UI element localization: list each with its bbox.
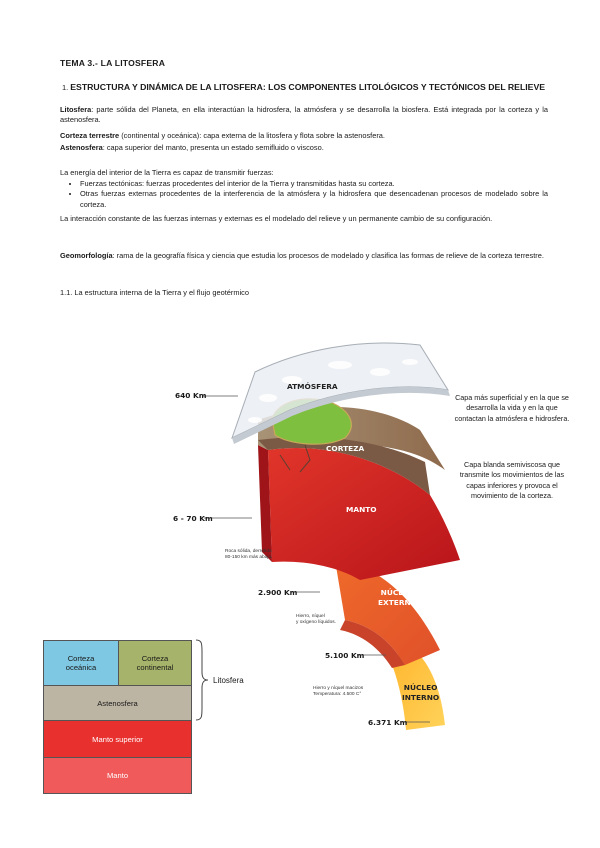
legend-corteza-continental: Corteza continental	[118, 640, 192, 686]
depth-640: 640 Km	[175, 391, 207, 400]
note-hierro-solido: Hierro y níquel macizos Temperatura: 4.500 C°	[313, 686, 364, 698]
term-geomorfologia: Geomorfología	[60, 251, 113, 260]
note-hierro-liquido: Hierro, níquel y oxígeno líquidos.	[296, 614, 337, 626]
litosfera-brace-icon	[194, 638, 212, 722]
label-nucleo-interno: NÚCLEO INTERNO	[402, 683, 440, 702]
depth-6-70: 6 - 70 Km	[173, 514, 213, 523]
legend-corteza-oceanica: Corteza oceánica	[43, 640, 119, 686]
document-title: TEMA 3.- LA LITOSFERA	[60, 58, 166, 68]
list-item: • Otras fuerzas externas procedentes de la interferencia de la atmósfera y la hidrosfera que desencadenan procesos de modelado sobre la corteza.	[80, 189, 548, 210]
depth-6371: 6.371 Km	[368, 718, 408, 727]
definition-astenosfera-text: : capa superior del manto, presenta un estado semifluido o viscoso.	[102, 143, 324, 152]
energy-intro: La energía del interior de la Tierra es capaz de transmitir fuerzas:	[60, 168, 274, 177]
term-corteza: Corteza terrestre	[60, 131, 120, 140]
mantle-shape	[268, 448, 460, 580]
term-litosfera: Litosfera	[60, 105, 92, 114]
legend-litosfera-label: Litosfera	[213, 676, 244, 685]
depth-2900: 2.900 Km	[258, 588, 298, 597]
definition-litosfera-text: : parte sólida del Planeta, en ella interactúan la hidrosfera, la atmósfera y se desarrolla la biosfera. Está integrada por la corteza y la astenosfera.	[60, 105, 548, 125]
subsection-title: 1.1. La estructura interna de la Tierra y el flujo geotérmico	[60, 288, 249, 297]
label-manto: MANTO	[346, 505, 377, 514]
definition-corteza-text: (continental y oceánica): capa externa de la litosfera y flota sobre la astenosfera.	[119, 131, 385, 140]
side-note-corteza: Capa más superficial y en la que se desarrolla la vida y en la que contactan la atmósfera e hidrosfera.	[454, 393, 570, 423]
list-item: • Fuerzas tectónicas: fuerzas procedentes del interior de la Tierra y transmitidas hasta su corteza.	[80, 179, 548, 189]
legend-manto: Manto	[43, 757, 192, 794]
label-nucleo-externo: NÚCLEO EXTERNO	[378, 588, 417, 607]
interaction-paragraph: La interacción constante de las fuerzas internas y externas es el modelado del relieve y un permanente cambio de su configuración.	[60, 214, 493, 223]
depth-5100: 5.100 Km	[325, 651, 365, 660]
legend-astenosfera: Astenosfera	[43, 685, 192, 721]
term-astenosfera: Astenosfera	[60, 143, 103, 152]
label-corteza: CORTEZA	[326, 444, 365, 453]
section-heading-text: ESTRUCTURA Y DINÁMICA DE LA LITOSFERA: LOS COMPONENTES LITOLÓGICOS Y TECTÓNICOS DEL RELIEVE	[70, 82, 546, 92]
geomorfologia-text: : rama de la geografía física y ciencia que estudia los procesos de modelado y clasifica las formas de relieve de la corteza terrestre.	[112, 251, 544, 260]
side-note-astenosfera: Capa blanda semiviscosa que transmite los movimientos de las capas inferiores y provoca el movimiento de la corteza.	[459, 460, 565, 501]
label-atmosfera: ATMÓSFERA	[287, 382, 338, 391]
note-roca: Roca sólida, derretida 80-150 km más abajo.	[225, 549, 273, 561]
section-number: 1.	[62, 83, 69, 92]
legend-manto-superior: Manto superior	[43, 720, 192, 758]
